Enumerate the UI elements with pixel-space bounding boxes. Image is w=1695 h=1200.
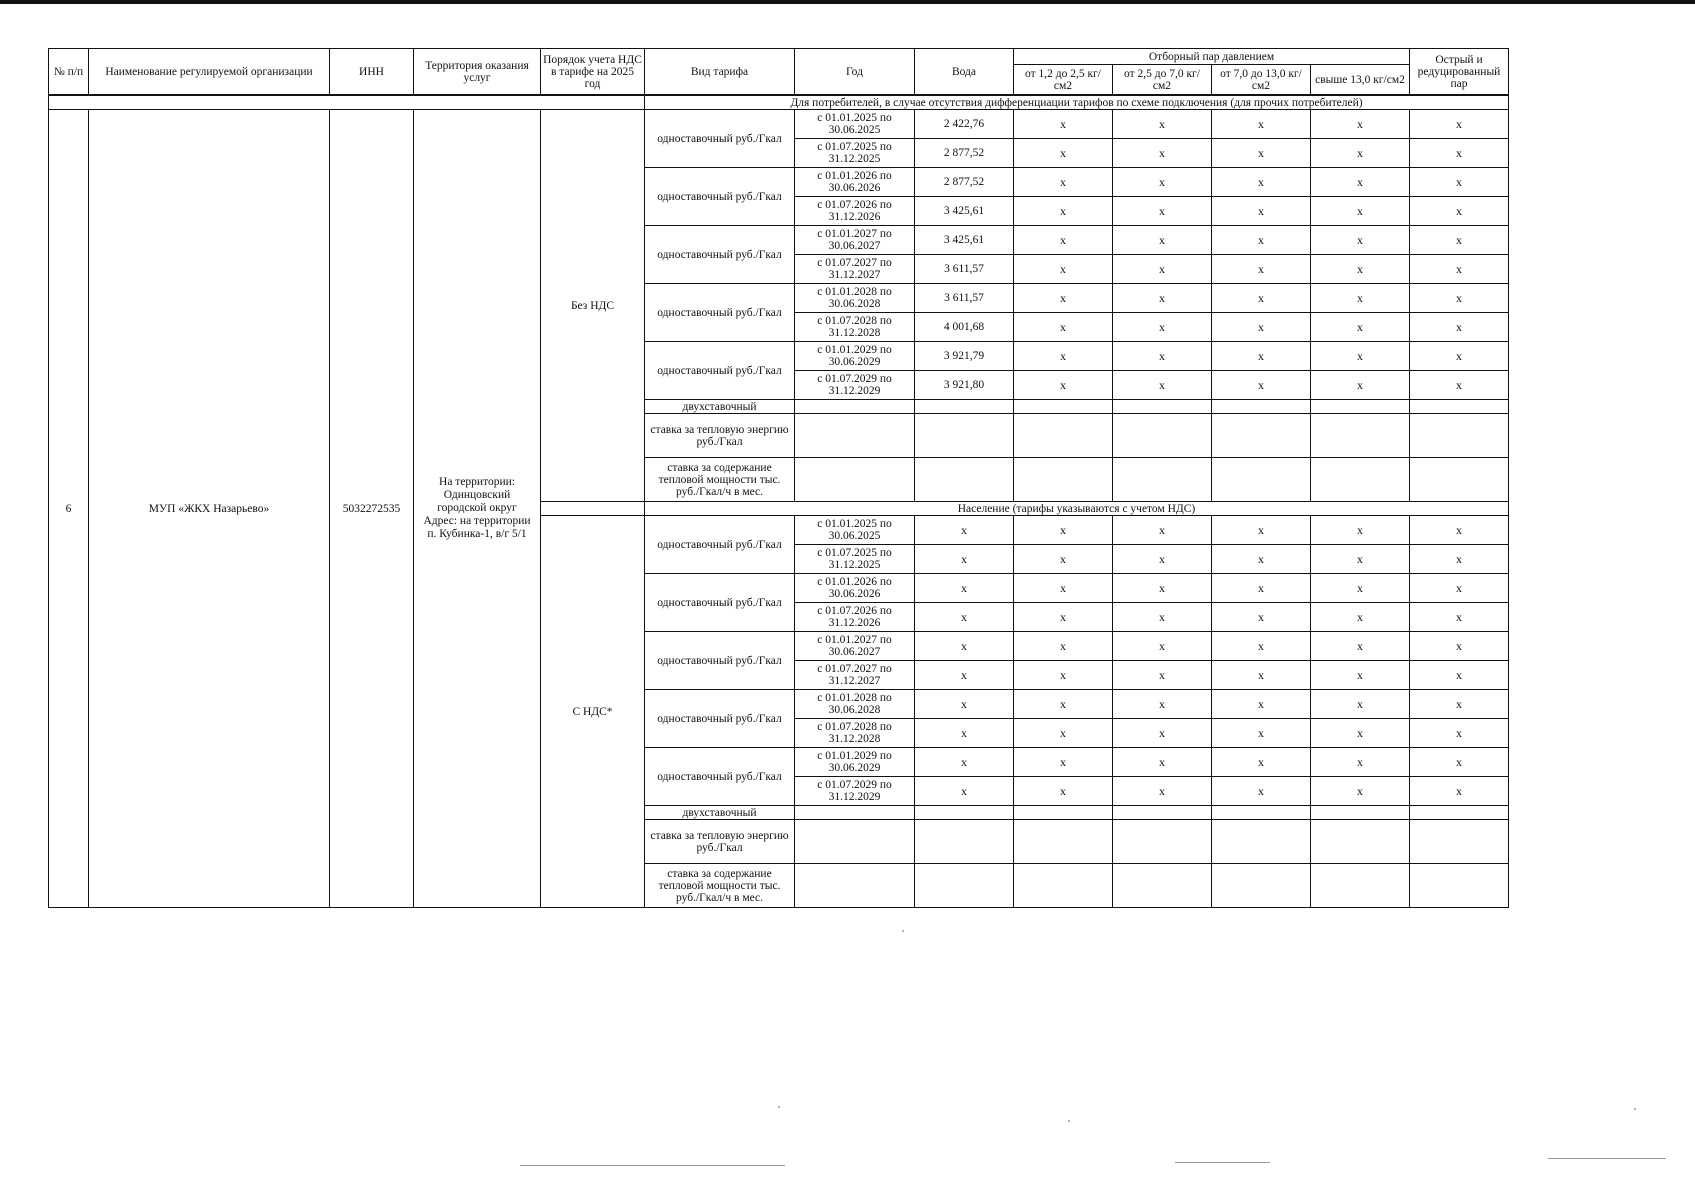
empty-cell bbox=[1212, 864, 1311, 908]
steam-1-value: x bbox=[1014, 255, 1113, 284]
sharp-steam-value: x bbox=[1410, 342, 1509, 371]
header-tariff-type: Вид тарифа bbox=[645, 49, 795, 96]
steam-4-value: x bbox=[1311, 690, 1410, 719]
sharp-steam-value: x bbox=[1410, 284, 1509, 313]
steam-1-value: x bbox=[1014, 719, 1113, 748]
period-cell: с 01.07.2029 по 31.12.2029 bbox=[795, 777, 915, 806]
empty-cell bbox=[1410, 458, 1509, 502]
steam-3-value: x bbox=[1212, 603, 1311, 632]
steam-2-value: x bbox=[1113, 603, 1212, 632]
steam-1-value: x bbox=[1014, 603, 1113, 632]
tariff-type: одноставочный руб./Гкал bbox=[645, 690, 795, 748]
sharp-steam-value: x bbox=[1410, 574, 1509, 603]
period-cell: с 01.01.2026 по 30.06.2026 bbox=[795, 574, 915, 603]
empty-cell bbox=[1311, 400, 1410, 414]
steam-1-value: x bbox=[1014, 516, 1113, 545]
steam-4-value: x bbox=[1311, 777, 1410, 806]
empty-cell bbox=[1014, 806, 1113, 820]
tariff-type: одноставочный руб./Гкал bbox=[645, 284, 795, 342]
rate-capacity-label: ставка за содержание тепловой мощности тыс. руб./Гкал/ч в мес. bbox=[645, 458, 795, 502]
steam-4-value: x bbox=[1311, 313, 1410, 342]
empty-cell bbox=[1113, 864, 1212, 908]
period-cell: с 01.01.2029 по 30.06.2029 bbox=[795, 342, 915, 371]
rate-capacity-label: ставка за содержание тепловой мощности тыс. руб./Гкал/ч в мес. bbox=[645, 864, 795, 908]
blank-cell bbox=[541, 502, 645, 516]
section-title: Население (тарифы указываются с учетом НДС) bbox=[645, 502, 1509, 516]
header-vat-order: Порядок учета НДС в тарифе на 2025 год bbox=[541, 49, 645, 96]
empty-cell bbox=[1212, 400, 1311, 414]
steam-4-value: x bbox=[1311, 197, 1410, 226]
steam-4-value: x bbox=[1311, 226, 1410, 255]
steam-4-value: x bbox=[1311, 661, 1410, 690]
water-value: 4 001,68 bbox=[915, 313, 1014, 342]
empty-cell bbox=[915, 820, 1014, 864]
header-num: № п/п bbox=[49, 49, 89, 96]
empty-cell bbox=[1014, 458, 1113, 502]
sharp-steam-value: x bbox=[1410, 661, 1509, 690]
steam-3-value: x bbox=[1212, 342, 1311, 371]
sharp-steam-value: x bbox=[1410, 255, 1509, 284]
scan-artifact-line bbox=[520, 1165, 785, 1166]
steam-4-value: x bbox=[1311, 545, 1410, 574]
water-value: x bbox=[915, 777, 1014, 806]
empty-cell bbox=[1311, 414, 1410, 458]
steam-3-value: x bbox=[1212, 168, 1311, 197]
empty-cell bbox=[1311, 864, 1410, 908]
period-cell: с 01.07.2026 по 31.12.2026 bbox=[795, 603, 915, 632]
empty-cell bbox=[795, 820, 915, 864]
steam-3-value: x bbox=[1212, 313, 1311, 342]
steam-2-value: x bbox=[1113, 632, 1212, 661]
steam-3-value: x bbox=[1212, 255, 1311, 284]
steam-3-value: x bbox=[1212, 574, 1311, 603]
steam-4-value: x bbox=[1311, 110, 1410, 139]
empty-cell bbox=[1410, 400, 1509, 414]
steam-3-value: x bbox=[1212, 632, 1311, 661]
period-cell: с 01.01.2028 по 30.06.2028 bbox=[795, 284, 915, 313]
vat-label: Без НДС bbox=[541, 110, 645, 502]
steam-4-value: x bbox=[1311, 284, 1410, 313]
empty-cell bbox=[1014, 864, 1113, 908]
rate-energy-label: ставка за тепловую энергию руб./Гкал bbox=[645, 414, 795, 458]
sharp-steam-value: x bbox=[1410, 603, 1509, 632]
steam-3-value: x bbox=[1212, 545, 1311, 574]
steam-2-value: x bbox=[1113, 719, 1212, 748]
header-year: Год bbox=[795, 49, 915, 96]
steam-1-value: x bbox=[1014, 342, 1113, 371]
period-cell: с 01.01.2027 по 30.06.2027 bbox=[795, 632, 915, 661]
steam-3-value: x bbox=[1212, 226, 1311, 255]
period-cell: с 01.01.2025 по 30.06.2025 bbox=[795, 110, 915, 139]
section-title-row bbox=[49, 95, 1509, 110]
steam-2-value: x bbox=[1113, 545, 1212, 574]
steam-4-value: x bbox=[1311, 255, 1410, 284]
tariff-type: одноставочный руб./Гкал bbox=[645, 226, 795, 284]
sharp-steam-value: x bbox=[1410, 197, 1509, 226]
water-value: 3 611,57 bbox=[915, 255, 1014, 284]
steam-1-value: x bbox=[1014, 226, 1113, 255]
empty-cell bbox=[1311, 458, 1410, 502]
scan-artifact-line bbox=[1175, 1162, 1270, 1163]
period-cell: с 01.01.2028 по 30.06.2028 bbox=[795, 690, 915, 719]
steam-1-value: x bbox=[1014, 371, 1113, 400]
steam-1-value: x bbox=[1014, 197, 1113, 226]
empty-cell bbox=[1113, 820, 1212, 864]
period-cell: с 01.07.2029 по 31.12.2029 bbox=[795, 371, 915, 400]
water-value: x bbox=[915, 545, 1014, 574]
sharp-steam-value: x bbox=[1410, 545, 1509, 574]
scan-artifact-dot bbox=[1068, 1120, 1070, 1122]
empty-cell bbox=[795, 806, 915, 820]
sharp-steam-value: x bbox=[1410, 690, 1509, 719]
steam-1-value: x bbox=[1014, 661, 1113, 690]
steam-1-value: x bbox=[1014, 545, 1113, 574]
sharp-steam-value: x bbox=[1410, 313, 1509, 342]
steam-4-value: x bbox=[1311, 632, 1410, 661]
sharp-steam-value: x bbox=[1410, 777, 1509, 806]
steam-2-value: x bbox=[1113, 371, 1212, 400]
sharp-steam-value: x bbox=[1410, 632, 1509, 661]
steam-3-value: x bbox=[1212, 777, 1311, 806]
sharp-steam-value: x bbox=[1410, 719, 1509, 748]
sharp-steam-value: x bbox=[1410, 226, 1509, 255]
steam-3-value: x bbox=[1212, 139, 1311, 168]
two-part-label: двухставочный bbox=[645, 400, 795, 414]
empty-cell bbox=[1410, 414, 1509, 458]
steam-1-value: x bbox=[1014, 632, 1113, 661]
steam-1-value: x bbox=[1014, 777, 1113, 806]
steam-4-value: x bbox=[1311, 719, 1410, 748]
steam-3-value: x bbox=[1212, 197, 1311, 226]
water-value: x bbox=[915, 603, 1014, 632]
empty-cell bbox=[795, 414, 915, 458]
scan-artifact-dot bbox=[778, 1106, 780, 1108]
section-title: Для потребителей, в случае отсутствия дифференциации тарифов по схеме подключения (для прочих потребителей) bbox=[645, 95, 1509, 110]
water-value: x bbox=[915, 661, 1014, 690]
header-steam-4: свыше 13,0 кг/см2 bbox=[1311, 65, 1410, 96]
steam-3-value: x bbox=[1212, 371, 1311, 400]
header-steam-2: от 2,5 до 7,0 кг/см2 bbox=[1113, 65, 1212, 96]
steam-1-value: x bbox=[1014, 690, 1113, 719]
header-steam-group: Отборный пар давлением bbox=[1014, 49, 1410, 65]
empty-cell bbox=[795, 458, 915, 502]
tariff-type: одноставочный руб./Гкал bbox=[645, 574, 795, 632]
steam-2-value: x bbox=[1113, 690, 1212, 719]
period-cell: с 01.07.2026 по 31.12.2026 bbox=[795, 197, 915, 226]
steam-3-value: x bbox=[1212, 110, 1311, 139]
steam-1-value: x bbox=[1014, 168, 1113, 197]
empty-cell bbox=[1410, 864, 1509, 908]
water-value: x bbox=[915, 516, 1014, 545]
empty-cell bbox=[1311, 820, 1410, 864]
empty-cell bbox=[1212, 458, 1311, 502]
steam-3-value: x bbox=[1212, 661, 1311, 690]
steam-4-value: x bbox=[1311, 371, 1410, 400]
tariff-type: одноставочный руб./Гкал bbox=[645, 748, 795, 806]
period-cell: с 01.07.2025 по 31.12.2025 bbox=[795, 545, 915, 574]
water-value: 2 877,52 bbox=[915, 168, 1014, 197]
water-value: x bbox=[915, 574, 1014, 603]
empty-cell bbox=[1212, 820, 1311, 864]
header-sharp-steam: Острый и редуцированный пар bbox=[1410, 49, 1509, 96]
two-part-label: двухставочный bbox=[645, 806, 795, 820]
org-territory: На территории: Одинцовский городской округ Адрес: на территории п. Кубинка-1, в/г 5/1 bbox=[414, 110, 541, 908]
steam-2-value: x bbox=[1113, 342, 1212, 371]
tariff-table bbox=[48, 48, 1509, 908]
steam-1-value: x bbox=[1014, 313, 1113, 342]
water-value: 3 425,61 bbox=[915, 226, 1014, 255]
steam-1-value: x bbox=[1014, 284, 1113, 313]
empty-cell bbox=[1311, 806, 1410, 820]
period-cell: с 01.07.2027 по 31.12.2027 bbox=[795, 255, 915, 284]
steam-2-value: x bbox=[1113, 516, 1212, 545]
steam-4-value: x bbox=[1311, 168, 1410, 197]
empty-cell bbox=[1113, 400, 1212, 414]
steam-1-value: x bbox=[1014, 574, 1113, 603]
empty-cell bbox=[1014, 400, 1113, 414]
tariff-type: одноставочный руб./Гкал bbox=[645, 632, 795, 690]
steam-2-value: x bbox=[1113, 777, 1212, 806]
scan-artifact-dot bbox=[1634, 1108, 1636, 1110]
empty-cell bbox=[1410, 806, 1509, 820]
sharp-steam-value: x bbox=[1410, 748, 1509, 777]
steam-4-value: x bbox=[1311, 748, 1410, 777]
org-name: МУП «ЖКХ Назарьево» bbox=[89, 110, 330, 908]
steam-4-value: x bbox=[1311, 516, 1410, 545]
empty-cell bbox=[1113, 806, 1212, 820]
blank-cell bbox=[49, 95, 645, 110]
steam-2-value: x bbox=[1113, 226, 1212, 255]
header-territory: Территория оказания услуг bbox=[414, 49, 541, 96]
steam-3-value: x bbox=[1212, 748, 1311, 777]
empty-cell bbox=[915, 864, 1014, 908]
sharp-steam-value: x bbox=[1410, 371, 1509, 400]
period-cell: с 01.01.2025 по 30.06.2025 bbox=[795, 516, 915, 545]
steam-3-value: x bbox=[1212, 719, 1311, 748]
water-value: 3 921,80 bbox=[915, 371, 1014, 400]
org-inn: 5032272535 bbox=[330, 110, 414, 908]
water-value: 2 877,52 bbox=[915, 139, 1014, 168]
steam-4-value: x bbox=[1311, 139, 1410, 168]
tariff-type: одноставочный руб./Гкал bbox=[645, 516, 795, 574]
steam-1-value: x bbox=[1014, 110, 1113, 139]
steam-2-value: x bbox=[1113, 661, 1212, 690]
steam-2-value: x bbox=[1113, 139, 1212, 168]
water-value: 3 921,79 bbox=[915, 342, 1014, 371]
sharp-steam-value: x bbox=[1410, 516, 1509, 545]
scan-top-border bbox=[0, 0, 1695, 4]
scan-artifact-dot bbox=[902, 930, 904, 932]
period-cell: с 01.01.2029 по 30.06.2029 bbox=[795, 748, 915, 777]
tariff-type: одноставочный руб./Гкал bbox=[645, 110, 795, 168]
tariff-type: одноставочный руб./Гкал bbox=[645, 342, 795, 400]
rate-energy-label: ставка за тепловую энергию руб./Гкал bbox=[645, 820, 795, 864]
empty-cell bbox=[795, 864, 915, 908]
water-value: 3 611,57 bbox=[915, 284, 1014, 313]
vat-label: С НДС* bbox=[541, 516, 645, 908]
steam-2-value: x bbox=[1113, 197, 1212, 226]
empty-cell bbox=[1212, 414, 1311, 458]
period-cell: с 01.07.2028 по 31.12.2028 bbox=[795, 719, 915, 748]
sharp-steam-value: x bbox=[1410, 139, 1509, 168]
steam-1-value: x bbox=[1014, 139, 1113, 168]
water-value: x bbox=[915, 690, 1014, 719]
empty-cell bbox=[915, 414, 1014, 458]
water-value: x bbox=[915, 632, 1014, 661]
steam-2-value: x bbox=[1113, 168, 1212, 197]
empty-cell bbox=[915, 458, 1014, 502]
org-number: 6 bbox=[49, 110, 89, 908]
empty-cell bbox=[1014, 414, 1113, 458]
tariff-type: одноставочный руб./Гкал bbox=[645, 168, 795, 226]
sharp-steam-value: x bbox=[1410, 110, 1509, 139]
header-steam-3: от 7,0 до 13,0 кг/см2 bbox=[1212, 65, 1311, 96]
steam-2-value: x bbox=[1113, 748, 1212, 777]
empty-cell bbox=[795, 400, 915, 414]
steam-2-value: x bbox=[1113, 284, 1212, 313]
header-steam-1: от 1,2 до 2,5 кг/см2 bbox=[1014, 65, 1113, 96]
empty-cell bbox=[1212, 806, 1311, 820]
water-value: 3 425,61 bbox=[915, 197, 1014, 226]
empty-cell bbox=[1410, 820, 1509, 864]
steam-3-value: x bbox=[1212, 690, 1311, 719]
empty-cell bbox=[1014, 820, 1113, 864]
water-value: x bbox=[915, 748, 1014, 777]
period-cell: с 01.01.2027 по 30.06.2027 bbox=[795, 226, 915, 255]
water-value: x bbox=[915, 719, 1014, 748]
period-cell: с 01.07.2028 по 31.12.2028 bbox=[795, 313, 915, 342]
steam-4-value: x bbox=[1311, 574, 1410, 603]
header-inn: ИНН bbox=[330, 49, 414, 96]
steam-1-value: x bbox=[1014, 748, 1113, 777]
sharp-steam-value: x bbox=[1410, 168, 1509, 197]
steam-4-value: x bbox=[1311, 603, 1410, 632]
period-cell: с 01.01.2026 по 30.06.2026 bbox=[795, 168, 915, 197]
period-cell: с 01.07.2027 по 31.12.2027 bbox=[795, 661, 915, 690]
empty-cell bbox=[1113, 414, 1212, 458]
steam-2-value: x bbox=[1113, 255, 1212, 284]
steam-2-value: x bbox=[1113, 313, 1212, 342]
steam-3-value: x bbox=[1212, 284, 1311, 313]
steam-4-value: x bbox=[1311, 342, 1410, 371]
steam-3-value: x bbox=[1212, 516, 1311, 545]
header-water: Вода bbox=[915, 49, 1014, 96]
header-org-name: Наименование регулируемой организации bbox=[89, 49, 330, 96]
empty-cell bbox=[915, 806, 1014, 820]
water-value: 2 422,76 bbox=[915, 110, 1014, 139]
period-cell: с 01.07.2025 по 31.12.2025 bbox=[795, 139, 915, 168]
steam-2-value: x bbox=[1113, 574, 1212, 603]
table-row bbox=[49, 110, 1509, 139]
steam-2-value: x bbox=[1113, 110, 1212, 139]
empty-cell bbox=[1113, 458, 1212, 502]
empty-cell bbox=[915, 400, 1014, 414]
scan-artifact-line bbox=[1548, 1158, 1666, 1159]
